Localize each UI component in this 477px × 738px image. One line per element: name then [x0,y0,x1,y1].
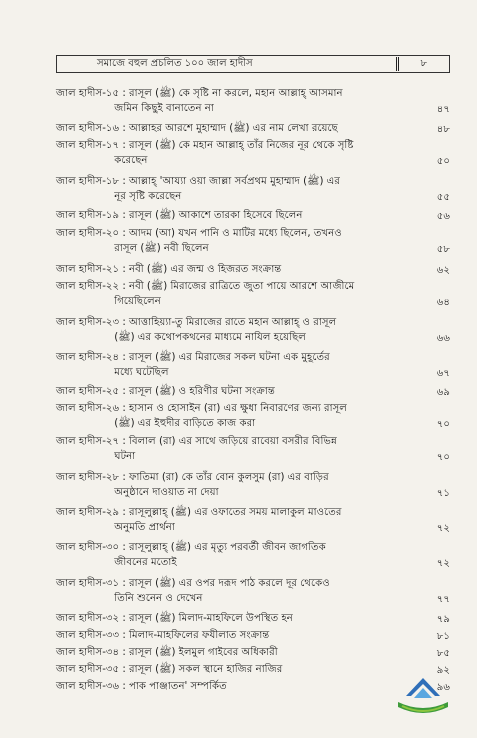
entry-text: জাল হাদীস-২৭ : বিলাল (রা) এর সাথে জড়িয়ে রাবেয়া বসরীর বিভিন্ন ঘটনা [56,436,337,462]
entry-page: ৬২ [436,265,450,276]
header-divider [396,57,399,71]
entry-text: জাল হাদীস-৩৩ : মিলাদ-মাহফিলের ফযীলাত সংক্রান্ত [56,630,270,641]
entry-page: ৬৭ [436,368,450,379]
entry-page: ৮৫ [436,648,450,659]
toc-entry [56,279,450,309]
running-header [56,55,450,73]
entry-page: ৮১ [436,631,450,642]
entry-page: ৫৮ [436,244,450,255]
entry-text: জাল হাদীস-২২ : নবী (ﷺ) মিরাজের রাত্রিতে জুতা পায়ে আরশে আজীমে গিয়েছিলেন [56,281,355,307]
toc-entry [56,262,450,277]
toc-entry [56,350,450,380]
entry-text: জাল হাদীস-৩১ : রাসূল (ﷺ) এর ওপর দরূদ পাঠ করলে দূর থেকেও তিনি শুনেন ও দেখেন [56,578,330,604]
toc-entry [56,384,450,399]
entry-page: ৫৫ [436,192,450,203]
entry-text: জাল হাদীস-৩০ : রাসূলুল্লাহ্ (ﷺ) এর মৃত্যু পরবর্তী জীবন জাগতিক জীবনের মতোই [56,542,326,568]
toc-entry [56,401,450,431]
entry-text: জাল হাদীস-১৬ : আল্লাহর আরশে মুহাম্মাদ (ﷺ) এর নাম লেখা রয়েছে [56,123,338,134]
entry-text: জাল হাদীস-৩৫ : রাসূল (ﷺ) সকল স্থানে হাজির নাজির [56,664,283,675]
entry-page: ৭২ [436,523,450,534]
toc-entry [56,679,450,694]
header-title: সমাজে বহুল প্রচলিত ১০০ জাল হাদীস [97,58,253,69]
entry-page: ৯৬ [436,682,450,693]
entry-text: জাল হাদীস-২৮ : ফাতিমা (রা) কে তাঁর বোন কুলসুম (রা) এর বাড়ির অনুষ্ঠানে দাওয়াত না দেয়া [56,472,329,498]
entry-text: জাল হাদীস-২৪ : রাসূল (ﷺ) এর মিরাজের সকল ঘটনা এক মুহূর্তের মধ্যে ঘটেছিল [56,352,330,378]
toc-entry [56,628,450,643]
toc-entry [56,645,450,660]
entry-text: জাল হাদীস-৩২ : রাসূল (ﷺ) মিলাদ-মাহফিলে উপস্থিত হন [56,613,293,624]
entry-text: জাল হাদীস-৩৪ : রাসূল (ﷺ) ইলমুল গাইবের অধিকারী [56,647,278,658]
entry-text: জাল হাদীস-২০ : আদম (আ) যখন পানি ও মাটির মধ্যে ছিলেন, তখনও রাসূল (ﷺ) নবী ছিলেন [56,228,342,254]
entry-page: ৬৯ [436,387,450,398]
publisher-logo-icon [392,674,454,720]
header-page-number: ৮ [420,58,427,69]
entry-text: জাল হাদীস-১৮ : আল্লাহ্ 'আয্যা ওয়া জাল্লা সর্বপ্রথম মুহাম্মাদ (ﷺ) এর নূর সৃষ্টি করেছেন [56,176,341,202]
entry-page: ৭০ [436,419,450,430]
entry-page: ৭৯ [436,614,450,625]
entry-text: জাল হাদীস-২৬ : হাসান ও হোসাইন (রা) এর ক্ষুধা নিবারণের জন্য রাসূল (ﷺ) এর ইহুদীর বাড়িতে কাজ করা [56,403,347,429]
entry-text: জাল হাদীস-১৯ : রাসূল (ﷺ) আকাশে তারকা হিসেবে ছিলেন [56,210,303,221]
entry-text: জাল হাদীস-২৩ : আত্তাহিয়্যা-তু মিরাজের রাতে মহান আল্লাহ্ ও রাসূল (ﷺ) এর কথোপকথনের মাধ্যমে নাযিল হয়েছিল [56,317,337,343]
entry-text: জাল হাদীস-২১ : নবী (ﷺ) এর জন্ম ও হিজরত সংক্রান্ত [56,264,282,275]
entry-page: ৬৪ [436,297,450,308]
entry-page: ৭১ [436,488,450,499]
entry-page: ৬৬ [436,333,450,344]
entry-page: ৪৮ [436,124,450,135]
toc-entry [56,138,450,168]
entry-text: জাল হাদীস-১৭ : রাসূল (ﷺ) কে মহান আল্লাহ্ তাঁর নিজের নূর থেকে সৃষ্টি করেছেন [56,140,354,166]
entry-text: জাল হাদীস-১৫ : রাসূল (ﷺ) কে সৃষ্টি না করলে, মহান আল্লাহ্ আসমান জমিন কিছুই বানাতেন না [56,88,343,114]
entry-page: ৭২ [436,558,450,569]
entry-text: জাল হাদীস-২৯ : রাসূলুল্লাহ্ (ﷺ) এর ওফাতের সময় মালাকুল মাওতের অনুমতি প্রার্থনা [56,507,342,533]
toc-entry [56,540,450,570]
entry-page: ৭৭ [436,594,450,605]
toc-entry [56,226,450,256]
toc-entry [56,86,450,116]
toc-entry [56,208,450,223]
toc-entry [56,505,450,535]
toc-entry [56,121,450,136]
toc-entry [56,470,450,500]
entry-page: ৫৬ [436,211,450,222]
toc-entry [56,662,450,677]
toc-entry [56,576,450,606]
entry-page: ৪৭ [436,104,450,115]
toc-entry [56,174,450,204]
entry-page: ৭০ [436,452,450,463]
toc-entry [56,434,450,464]
entry-text: জাল হাদীস-২৫ : রাসূল (ﷺ) ও হরিণীর ঘটনা সংক্রান্ত [56,386,275,397]
entry-page: ৫০ [436,156,450,167]
entry-text: জাল হাদীস-৩৬ : পাক পাঞ্জাতন' সম্পর্কিত [56,681,227,692]
toc-entry [56,611,450,626]
entry-page: ৯২ [436,665,450,676]
toc-entry [56,315,450,345]
